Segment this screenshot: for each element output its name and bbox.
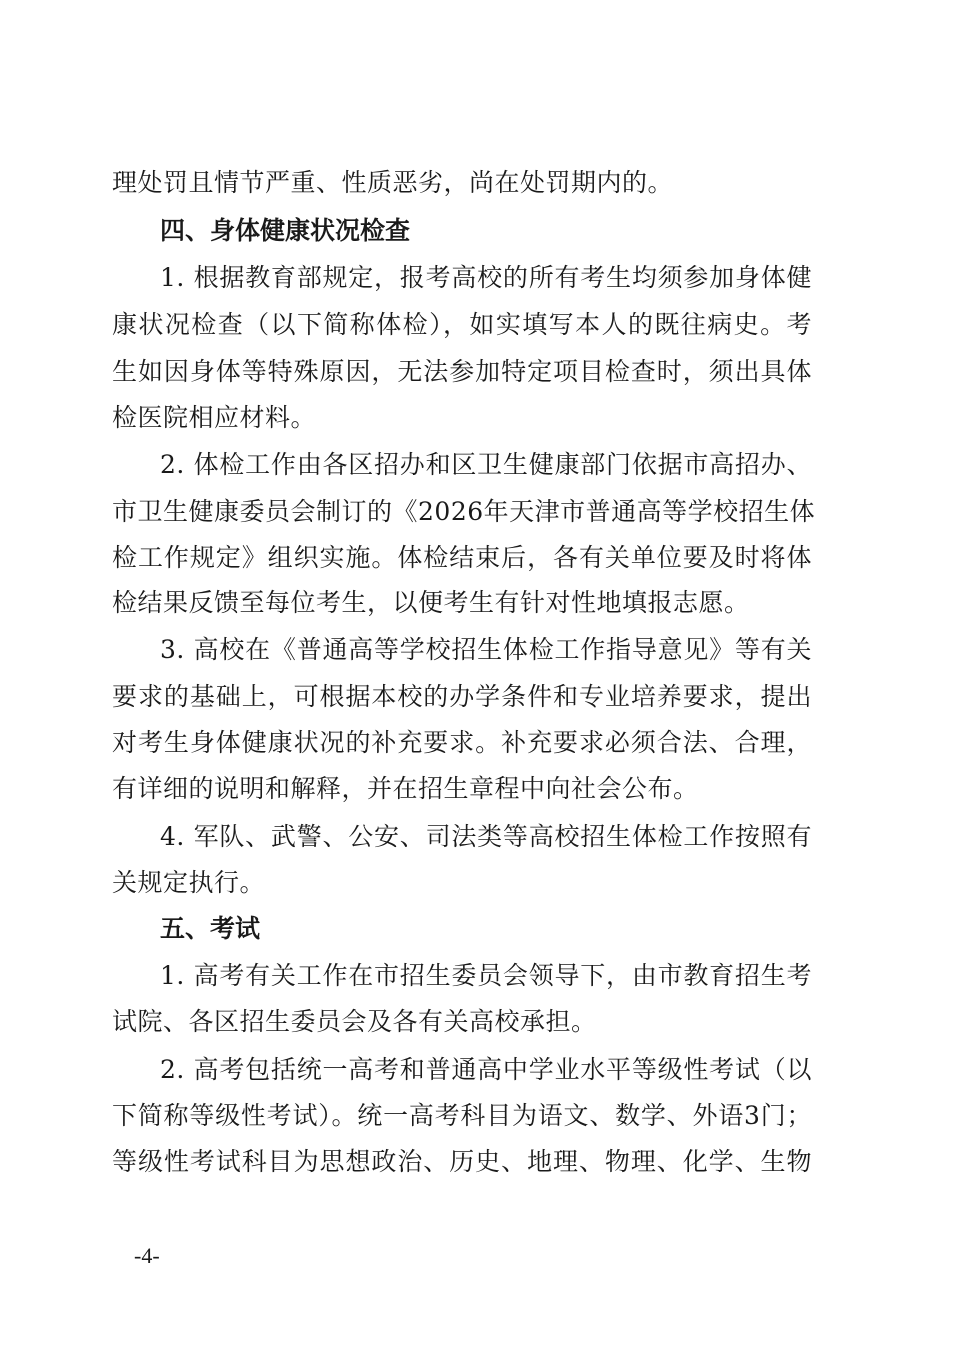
text-line: 要求的基础上，可根据本校的办学条件和专业培养要求，提出 <box>112 682 812 711</box>
text-line: 3. 高校在《普通高等学校招生体检工作指导意见》等有关 <box>160 635 812 664</box>
text-line: 对考生身体健康状况的补充要求。补充要求必须合法、合理， <box>112 728 812 757</box>
text-line: 检医院相应材料。 <box>112 403 317 432</box>
text-line: 检结果反馈至每位考生，以便考生有针对性地填报志愿。 <box>112 588 750 617</box>
text-line: 关规定执行。 <box>112 868 266 897</box>
text-line: 理处罚且情节严重、性质恶劣，尚在处罚期内的。 <box>112 168 674 197</box>
text-line: 1. 高考有关工作在市招生委员会领导下，由市教育招生考 <box>160 961 812 990</box>
section-heading: 四、身体健康状况检查 <box>160 216 411 245</box>
text-line: 试院、各区招生委员会及各有关高校承担。 <box>112 1007 597 1036</box>
text-line: 检工作规定》组织实施。体检结束后，各有关单位要及时将体 <box>112 543 812 572</box>
text-line: 4. 军队、武警、公安、司法类等高校招生体检工作按照有 <box>160 822 812 851</box>
text-line: 等级性考试科目为思想政治、历史、地理、物理、化学、生物 <box>112 1147 812 1176</box>
text-line: 康状况检查（以下简称体检），如实填写本人的既往病史。考 <box>112 310 812 339</box>
section-heading: 五、考试 <box>160 914 261 943</box>
text-line: 2. 高考包括统一高考和普通高中学业水平等级性考试（以 <box>160 1055 812 1084</box>
page-number: -4- <box>134 1243 160 1268</box>
text-line: 下简称等级性考试）。统一高考科目为语文、数学、外语3门； <box>112 1101 812 1130</box>
text-line: 有详细的说明和解释，并在招生章程中向社会公布。 <box>112 774 699 803</box>
text-line: 1. 根据教育部规定，报考高校的所有考生均须参加身体健 <box>160 263 812 292</box>
text-line: 市卫生健康委员会制订的《2026年天津市普通高等学校招生体 <box>112 497 816 526</box>
text-line: 生如因身体等特殊原因，无法参加特定项目检查时，须出具体 <box>112 357 812 386</box>
text-line: 2. 体检工作由各区招办和区卫生健康部门依据市高招办、 <box>160 450 812 479</box>
